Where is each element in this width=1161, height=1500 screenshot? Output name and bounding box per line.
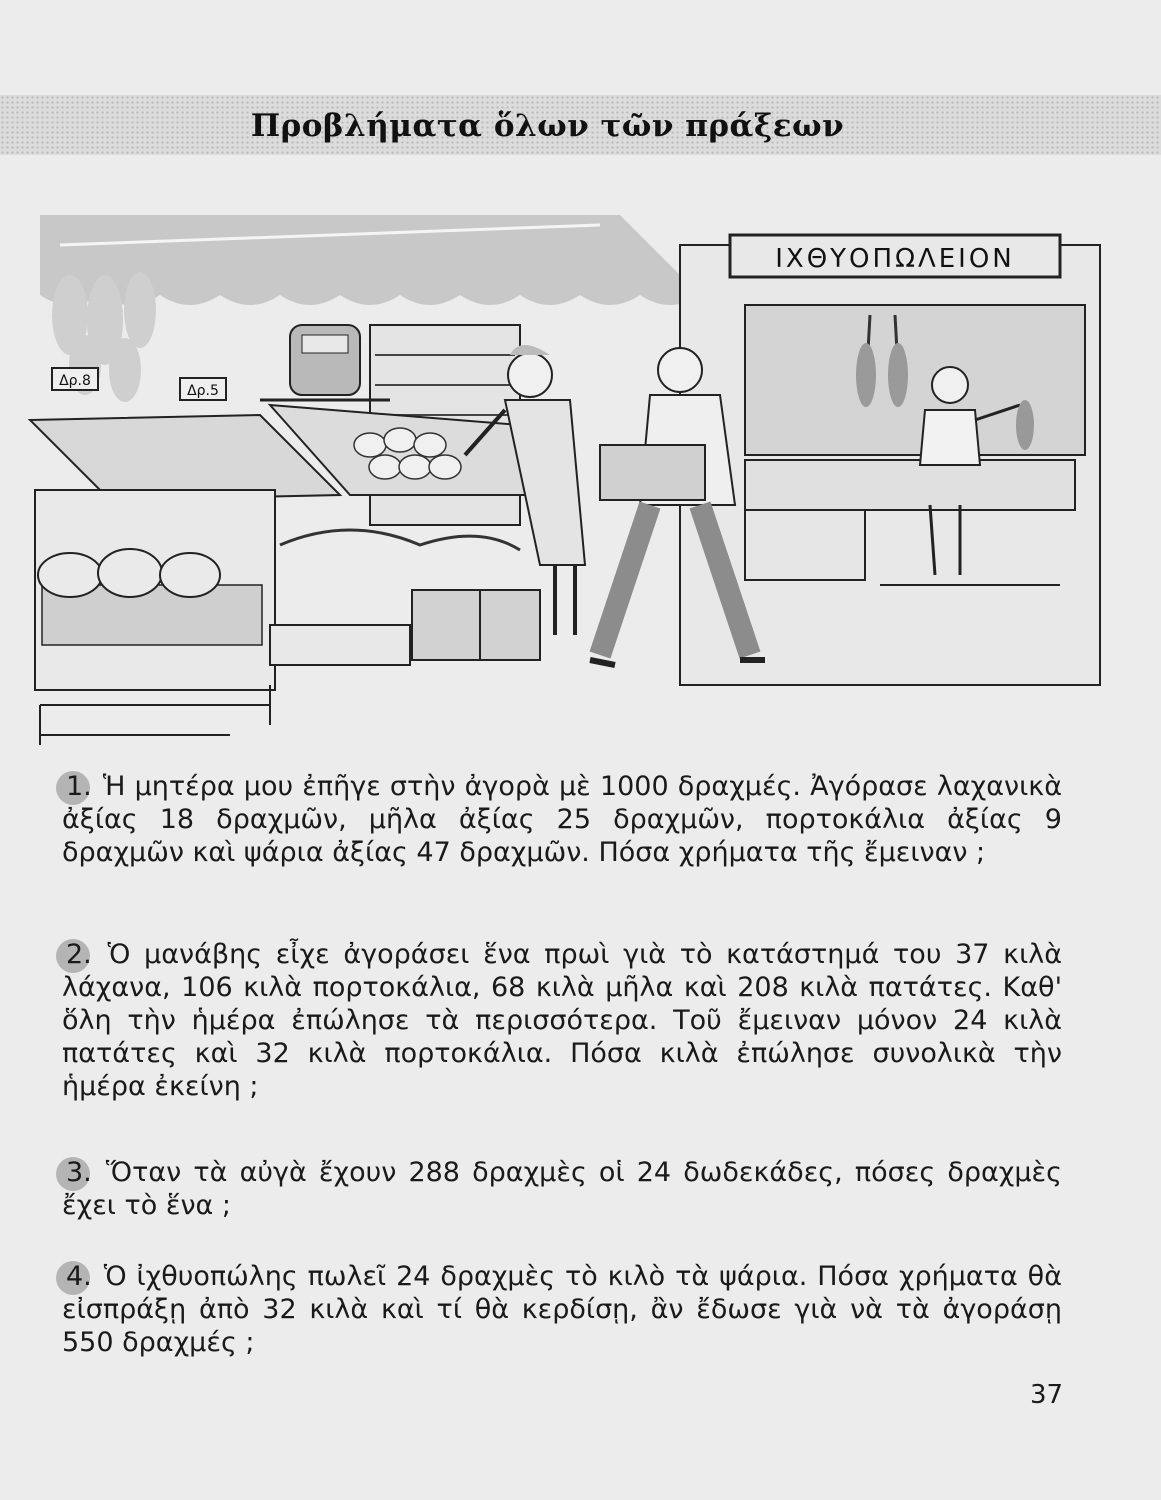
- problem-3: [62, 1156, 1062, 1222]
- price-tag-2: Δρ.5: [187, 383, 219, 399]
- problem-2: [62, 938, 1062, 1103]
- problem-4: [62, 1260, 1062, 1359]
- problem-number: 4.: [62, 1260, 94, 1293]
- problem-text: Ὁ ἰχθυοπώλης πωλεῖ 24 δραχμὲς τὸ κιλὸ τὰ ψάρια. Πόσα χρήματα θὰ εἰσπράξῃ ἀπὸ 32 κιλὰ καὶ τί θὰ κερδίσῃ, ἂν ἔδωσε γιὰ νὰ τὰ ἀγοράσῃ 550 δραχμές ;: [62, 1261, 1062, 1358]
- problem-text: Ὁ μανάβης εἶχε ἀγοράσει ἕνα πρωὶ γιὰ τὸ κατάστημά του 37 κιλὰ λάχανα, 106 κιλὰ πορτοκάλια, 68 κιλὰ μῆλα καὶ 208 κιλὰ πατάτες. Καθ' ὅλη τὴν ἡμέρα ἐπώλησε τὰ περισσότερα. Τοῦ ἔμειναν μόνον 24 κιλὰ πατάτες καὶ 32 κιλὰ πορτοκάλια. Πόσα κιλὰ ἐπώλησε συνολικὰ τὴν ἡμέρα ἐκείνη ;: [62, 939, 1062, 1102]
- problem-text: Ἡ μητέρα μου ἐπῆγε στὴν ἀγορὰ μὲ 1000 δραχμές. Ἀγόρασε λαχανικὰ ἀξίας 18 δραχμῶν, μῆλα ἀξίας 25 δραχμῶν, πορτοκάλια ἀξίας 9 δραχμῶν καὶ ψάρια ἀξίας 47 δραχμῶν. Πόσα χρήματα τῆς ἔμειναν ;: [62, 771, 1062, 868]
- produce-stand: [30, 405, 560, 735]
- price-tag-1: Δρ.8: [59, 373, 91, 389]
- market-illustration: [0, 205, 1161, 765]
- problem-number: 3.: [62, 1156, 94, 1189]
- page-title: Προβλήματα ὅλων τῶν πράξεων: [250, 108, 845, 144]
- problem-number: 1.: [62, 770, 94, 803]
- page-number: 37: [1030, 1380, 1064, 1410]
- problem-1: [62, 770, 1062, 869]
- problem-number: 2.: [62, 938, 94, 971]
- shop-sign: ΙΧΘΥΟΠΩΛΕΙΟΝ: [775, 244, 1015, 274]
- problem-text: Ὅταν τὰ αὐγὰ ἔχουν 288 δραχμὲς οἱ 24 δωδεκάδες, πόσες δραχμὲς ἔχει τὸ ἕνα ;: [62, 1157, 1062, 1221]
